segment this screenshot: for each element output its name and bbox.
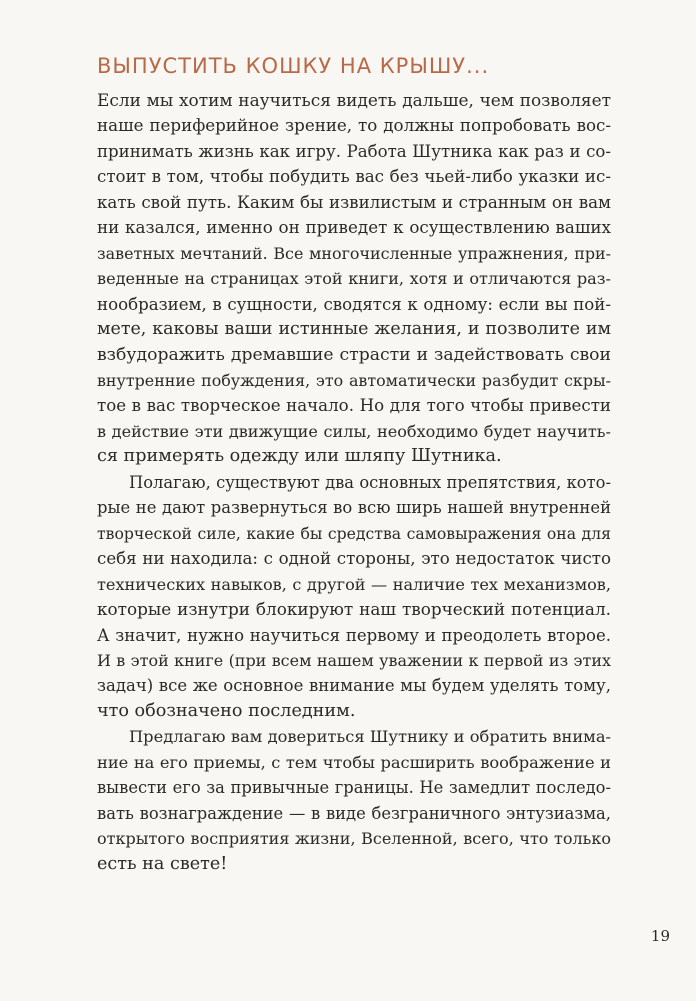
text-line: в действие эти движущие силы, необходимо будет научить-	[97, 421, 611, 441]
text-line: взбудоражить дремавшие страсти и задействовать свои	[97, 344, 611, 365]
text-line: открытого восприятия жизни, Вселенной, всего, что только	[97, 829, 611, 849]
text-line: что обозначено последним.	[97, 700, 356, 721]
text-line: заветных мечтаний. Все многочисленные упражнения, при-	[97, 243, 611, 263]
text-line: принимать жизнь как игру. Работа Шутника как раз и со-	[97, 141, 611, 161]
paragraph	[97, 88, 611, 470]
paragraph	[97, 470, 611, 725]
text-line: вывести его за привычные границы. Не замедлит последо-	[97, 778, 611, 798]
text-line: Предлагаю вам довериться Шутнику и обратить внима-	[129, 727, 611, 747]
text-line: есть на свете!	[97, 853, 228, 874]
text-line: себя ни находила: с одной стороны, это недостаток чисто	[97, 549, 611, 569]
text-line: вать вознаграждение — в виде безграничного энтузиазма,	[97, 803, 611, 823]
text-line: кать свой путь. Каким бы извилистым и странным он вам	[97, 192, 611, 212]
text-line: технических навыков, с другой — наличие тех механизмов,	[97, 574, 611, 594]
text-line: И в этой книге (при всем нашем уважении к первой из этих	[97, 650, 611, 670]
text-line: Полагаю, существуют два основных препятствия, кото-	[129, 472, 611, 492]
text-line: творческой силе, какие бы средства самовыражения она для	[97, 523, 611, 543]
text-line: мете, каковы ваши истинные желания, и позволите им	[97, 319, 611, 340]
text-line: которые изнутри блокируют наш творческий потенциал.	[97, 599, 611, 620]
text-line: ся примерять одежду или шляпу Шутника.	[97, 446, 502, 467]
text-line: внутренние побуждения, это автоматически разбудит скры-	[97, 370, 611, 390]
text-line: стоит в том, чтобы побудить вас без чьей-либо указки ис-	[97, 167, 611, 187]
page-number: 19	[650, 927, 670, 945]
paragraph	[97, 724, 611, 877]
text-line: А значит, нужно научиться первому и преодолеть второе.	[97, 625, 611, 645]
text-line: Если мы хотим научиться видеть дальше, чем позволяет	[97, 90, 611, 110]
text-line: веденные на страницах этой книги, хотя и отличаются раз-	[97, 269, 611, 289]
text-line: нообразием, в сущности, сводятся к одному: если вы пой-	[97, 294, 611, 314]
text-line: ни казался, именно он приведет к осуществлению ваших	[97, 217, 611, 238]
text-line: наше периферийное зрение, то должны попробовать вос-	[97, 115, 611, 136]
chapter-heading: ВЫПУСТИТЬ КОШКУ НА КРЫШУ...	[97, 54, 490, 78]
text-line: тое в вас творческое начало. Но для того чтобы привести	[97, 396, 611, 416]
body-text	[97, 88, 611, 877]
text-line: рые не дают развернуться во всю ширь нашей внутренней	[97, 498, 611, 518]
text-line: ние на его приемы, с тем чтобы расширить воображение и	[97, 752, 611, 772]
text-line: задач) все же основное внимание мы будем уделять тому,	[97, 676, 611, 696]
